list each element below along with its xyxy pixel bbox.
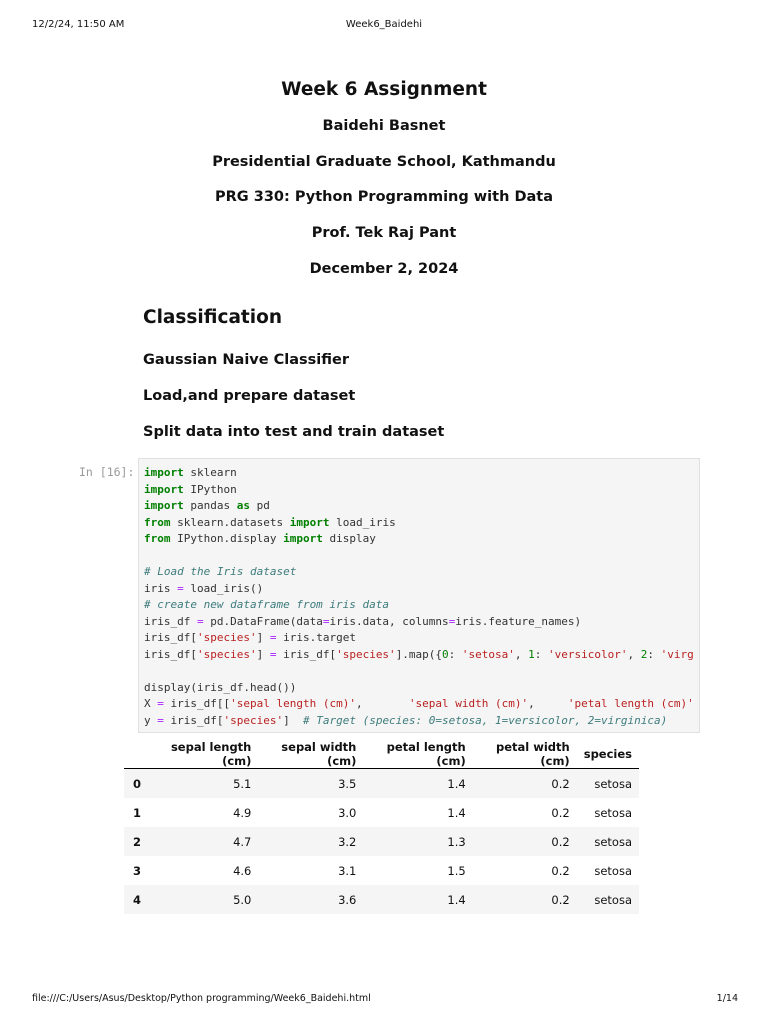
code-token: , <box>627 647 641 661</box>
course-name: PRG 330: Python Programming with Data <box>215 189 553 205</box>
code-token: ] <box>256 631 270 644</box>
code-token: X <box>144 697 158 710</box>
code-line <box>144 531 694 548</box>
code-token: 0 <box>442 647 449 661</box>
code-token: , <box>528 697 568 710</box>
table-row <box>124 885 639 914</box>
code-token: 2 <box>640 647 648 661</box>
code-line <box>144 696 694 713</box>
code-token: 'species' <box>336 647 396 661</box>
code-token: ] <box>283 713 303 727</box>
table-row <box>124 827 639 856</box>
table-cell: setosa <box>594 863 632 878</box>
author-name: Baidehi Basnet <box>322 118 446 134</box>
code-token: : <box>448 647 462 661</box>
code-token: 'setosa' <box>461 647 515 661</box>
code-token: iris <box>144 581 178 595</box>
code-token: import <box>144 499 184 512</box>
subtitle-split-dataset: Split data into test and train dataset <box>143 424 445 440</box>
code-cell[interactable] <box>138 458 700 733</box>
code-line <box>144 465 694 482</box>
subtitle-classifier: Gaussian Naive Classifier <box>143 352 349 368</box>
code-token: 'species' <box>223 713 284 727</box>
table-cell: 3.1 <box>338 863 357 878</box>
code-line <box>144 713 694 730</box>
code-token: load_iris <box>329 515 396 529</box>
column-header: species <box>577 740 639 769</box>
document-title: Week 6 Assignment <box>281 79 487 100</box>
dataframe-table <box>124 740 639 914</box>
code-token: iris_df[[ <box>163 697 231 710</box>
code-line <box>144 680 694 697</box>
code-token: = <box>196 614 204 628</box>
table-cell: 5.0 <box>233 892 252 907</box>
column-header: sepal length (cm) <box>148 740 258 769</box>
code-token: 'virg <box>660 647 694 661</box>
code-token: 'species' <box>196 631 257 644</box>
table-header-row <box>124 740 639 769</box>
table-cell: setosa <box>594 776 632 791</box>
code-token: pd.DataFrame(data <box>203 614 323 628</box>
code-line <box>144 614 694 631</box>
row-index: 4 <box>133 892 142 907</box>
code-token: display(iris_df.head()) <box>144 680 297 694</box>
table-cell: 1.5 <box>447 863 466 878</box>
print-datetime: 12/2/24, 11:50 AM <box>32 19 125 30</box>
code-token: 'versicolor' <box>548 647 628 661</box>
table-cell: 1.4 <box>447 892 466 907</box>
table-cell: setosa <box>594 892 632 907</box>
code-token: , <box>355 697 409 710</box>
code-token: # create new dataframe from iris data <box>144 598 390 611</box>
code-token: import <box>144 482 184 496</box>
code-line <box>144 581 694 598</box>
column-header: petal width (cm) <box>473 740 577 769</box>
code-token: IPython.display <box>170 532 284 545</box>
code-token: iris.feature_names) <box>455 614 582 628</box>
code-token: import <box>283 532 323 545</box>
column-header-index <box>124 740 148 769</box>
print-footer <box>0 993 768 1007</box>
table-cell: 0.2 <box>551 834 570 849</box>
page-indicator: 1/14 <box>716 993 738 1004</box>
row-index: 2 <box>133 834 142 849</box>
code-token: = <box>177 581 184 595</box>
table-cell: setosa <box>594 834 632 849</box>
code-block <box>144 465 694 729</box>
code-line <box>144 482 694 499</box>
code-token: = <box>269 631 277 644</box>
table-cell: 1.4 <box>447 805 466 820</box>
table-cell: 3.0 <box>338 805 357 820</box>
code-token: # Target (species: 0=setosa, 1=versicolor, 2=virginica) <box>302 713 668 727</box>
table-cell: 0.2 <box>551 892 570 907</box>
document-date: December 2, 2024 <box>309 261 459 277</box>
column-header: petal length (cm) <box>363 740 472 769</box>
table-cell: 5.1 <box>233 776 252 791</box>
code-token: iris.data, columns <box>329 614 449 628</box>
cell-prompt: In [16]: <box>79 465 135 479</box>
code-token: sklearn.datasets <box>170 515 290 529</box>
code-token: sklearn <box>183 466 237 479</box>
code-token: as <box>236 499 250 512</box>
row-index: 1 <box>133 805 142 820</box>
code-token: 1 <box>528 647 535 661</box>
code-line <box>144 597 694 614</box>
code-line <box>144 515 694 532</box>
code-token: = <box>269 647 277 661</box>
table-row <box>124 856 639 885</box>
code-token: iris.target <box>276 631 356 644</box>
code-token: iris_df[ <box>144 647 197 661</box>
school-name: Presidential Graduate School, Kathmandu <box>212 154 556 170</box>
code-token: y <box>144 713 158 727</box>
table-cell: 0.2 <box>551 776 570 791</box>
code-token: pd <box>249 499 270 512</box>
section-title: Classification <box>143 307 282 328</box>
code-line <box>144 647 694 664</box>
table-cell: setosa <box>594 805 632 820</box>
code-token: ] <box>256 647 270 661</box>
row-index: 0 <box>133 776 142 791</box>
table-row <box>124 769 639 799</box>
code-token: iris_df[ <box>276 647 337 661</box>
column-header: sepal width (cm) <box>258 740 363 769</box>
code-token: pandas <box>183 499 237 512</box>
code-token: load_iris() <box>183 581 264 595</box>
code-token: : <box>534 647 549 661</box>
code-token: # Load the Iris dataset <box>144 565 297 578</box>
print-doc-title: Week6_Baidehi <box>345 19 423 30</box>
subtitle-load-dataset: Load,and prepare dataset <box>143 388 356 404</box>
code-token: 'species' <box>196 647 257 661</box>
code-line <box>144 663 694 680</box>
code-token: = <box>157 713 164 727</box>
code-token: from <box>144 532 171 545</box>
table-cell: 0.2 <box>551 863 570 878</box>
code-token: IPython <box>183 482 237 496</box>
code-token: import <box>289 515 330 529</box>
code-line <box>144 498 694 515</box>
table-cell: 4.6 <box>233 863 252 878</box>
table-cell: 4.9 <box>233 805 252 820</box>
code-line <box>144 548 694 565</box>
table-cell: 1.3 <box>447 834 466 849</box>
table-cell: 3.5 <box>338 776 357 791</box>
code-line <box>144 564 694 581</box>
code-token: iris_df[ <box>144 631 197 644</box>
table-cell: 4.7 <box>233 834 252 849</box>
print-file-url: file:///C:/Users/Asus/Desktop/Python programming/Week6_Baidehi.html <box>32 993 371 1004</box>
table-cell: 1.4 <box>447 776 466 791</box>
table-cell: 3.6 <box>338 892 357 907</box>
code-token: = <box>322 614 330 628</box>
print-header <box>0 19 768 33</box>
code-token: = <box>448 614 456 628</box>
code-token: : <box>647 647 661 661</box>
code-line <box>144 630 694 647</box>
code-token: , <box>514 647 529 661</box>
code-token: iris_df[ <box>163 713 224 727</box>
code-token: 'sepal length (cm)' <box>230 697 356 710</box>
row-index: 3 <box>133 863 142 878</box>
code-token: iris_df <box>144 614 197 628</box>
table-cell: 3.2 <box>338 834 357 849</box>
table-cell: 0.2 <box>551 805 570 820</box>
code-token: ].map({ <box>395 647 443 661</box>
code-token: import <box>144 466 184 479</box>
table-row <box>124 798 639 827</box>
code-token: = <box>157 697 164 710</box>
code-token: 'petal length (cm)' <box>567 697 694 710</box>
code-token: display <box>322 532 376 545</box>
code-token: 'sepal width (cm)' <box>408 697 529 710</box>
professor-name: Prof. Tek Raj Pant <box>311 225 457 241</box>
code-token: from <box>144 515 171 529</box>
